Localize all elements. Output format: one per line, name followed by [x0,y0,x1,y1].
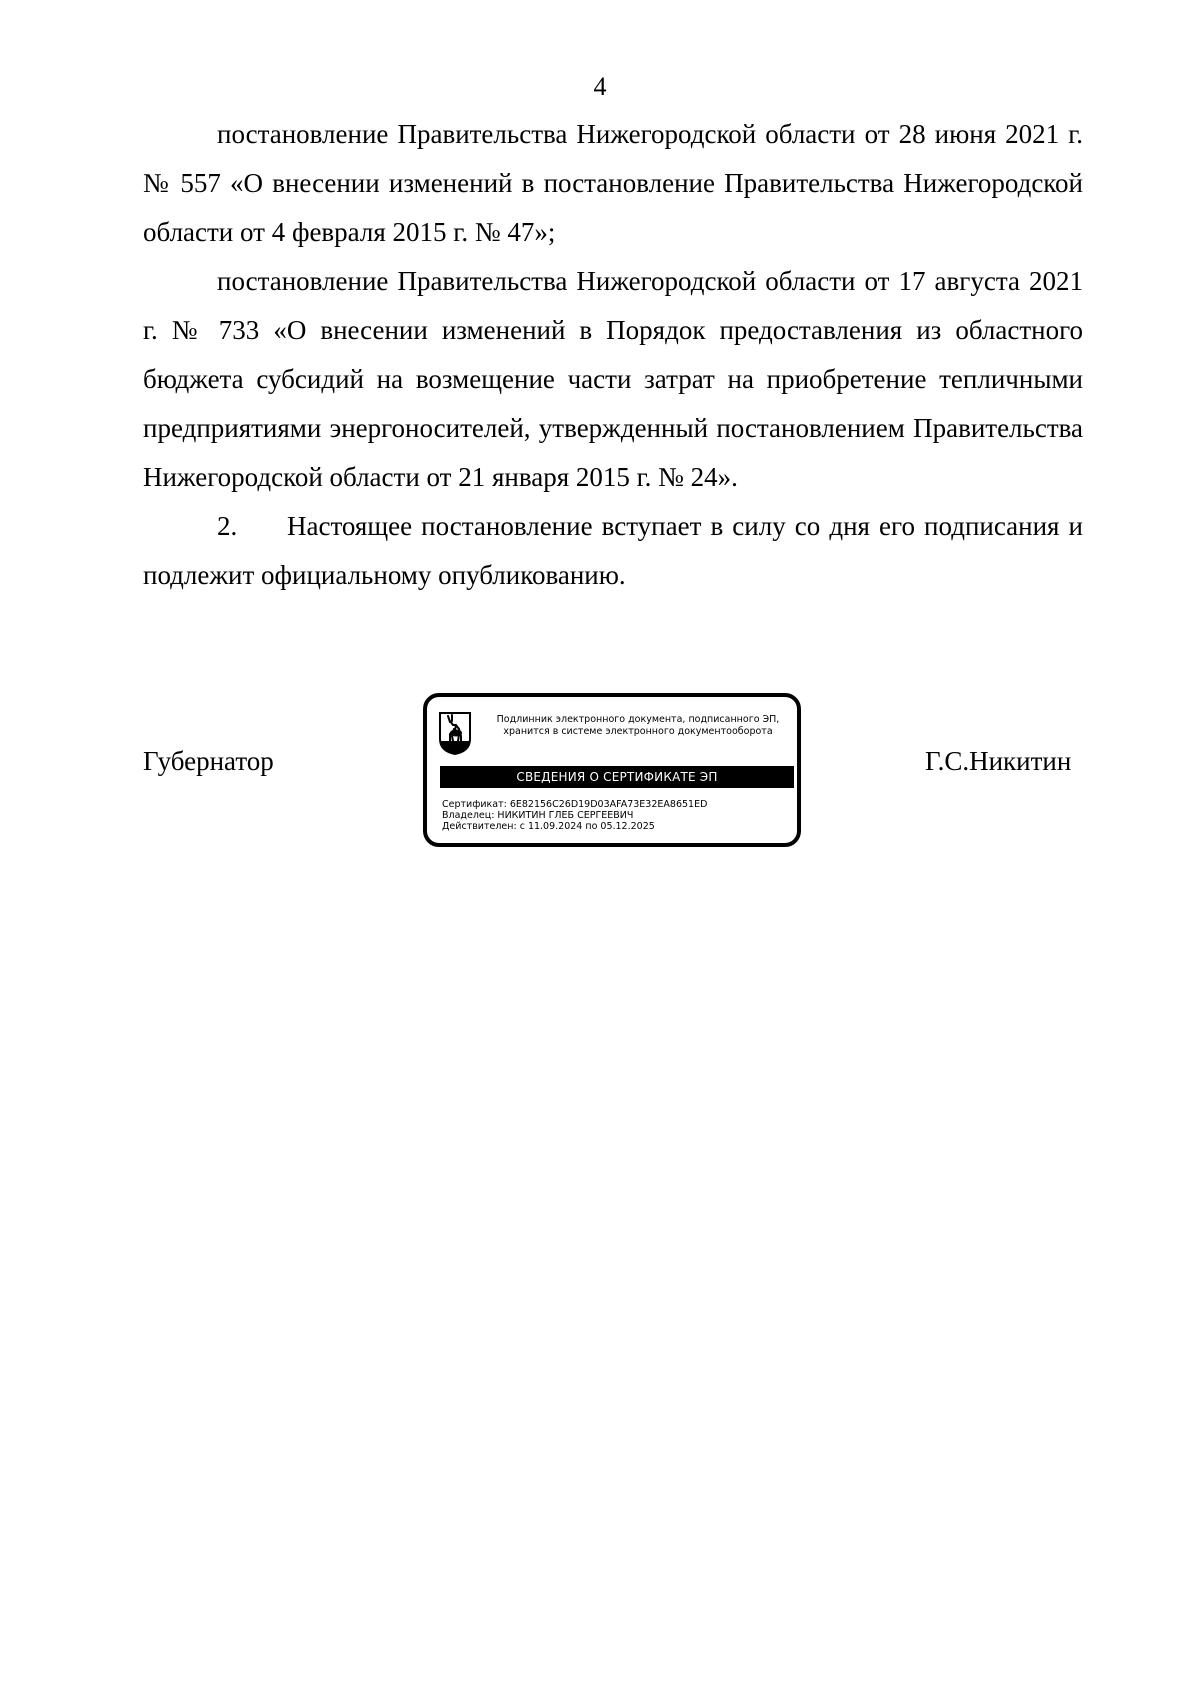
certificate-details [442,799,792,832]
stamp-header-line: Подлинник электронного документа, подписанного ЭП, [496,714,780,725]
electronic-signature-stamp [423,693,801,847]
certificate-serial: Сертификат: 6E82156C26D19D03AFA73E32EA8651ED [442,799,708,810]
item-number: 2. [217,511,238,541]
certificate-validity: Действителен: с 11.09.2024 по 05.12.2025 [442,821,655,832]
stamp-header [477,714,799,738]
paragraph: постановление Правительства Нижегородской области от 17 августа 2021 г. № 733 «О внесении изменений в Порядок предоставления из областного бюджета субсидий на возмещение части затрат на приобретение тепличными предприятиями энергоносителей, утвержденный постановлением Правительства Нижегородской области от 21 января 2015 г. № 24». [143,266,1083,492]
numbered-item [143,502,1083,600]
item-text: Настоящее постановление вступает в силу со дня его подписания и подлежит официальному опубликованию. [143,511,1083,590]
document-body [143,110,1083,600]
certificate-title-bar: СВЕДЕНИЯ О СЕРТИФИКАТЕ ЭП [440,766,794,788]
deer-emblem-icon [437,711,473,755]
stamp-header-line: хранится в системе электронного документооборота [503,726,773,737]
signatory-name: Г.С.Никитин [925,746,1072,776]
page-number: 4 [593,72,607,101]
paragraph: постановление Правительства Нижегородской области от 28 июня 2021 г. № 557 «О внесении изменений в постановление Правительства Нижегородской области от 4 февраля 2015 г. № 47»; [143,119,1083,247]
signatory-position: Губернатор [143,746,274,776]
certificate-owner: Владелец: НИКИТИН ГЛЕБ СЕРГЕЕВИЧ [442,810,634,821]
